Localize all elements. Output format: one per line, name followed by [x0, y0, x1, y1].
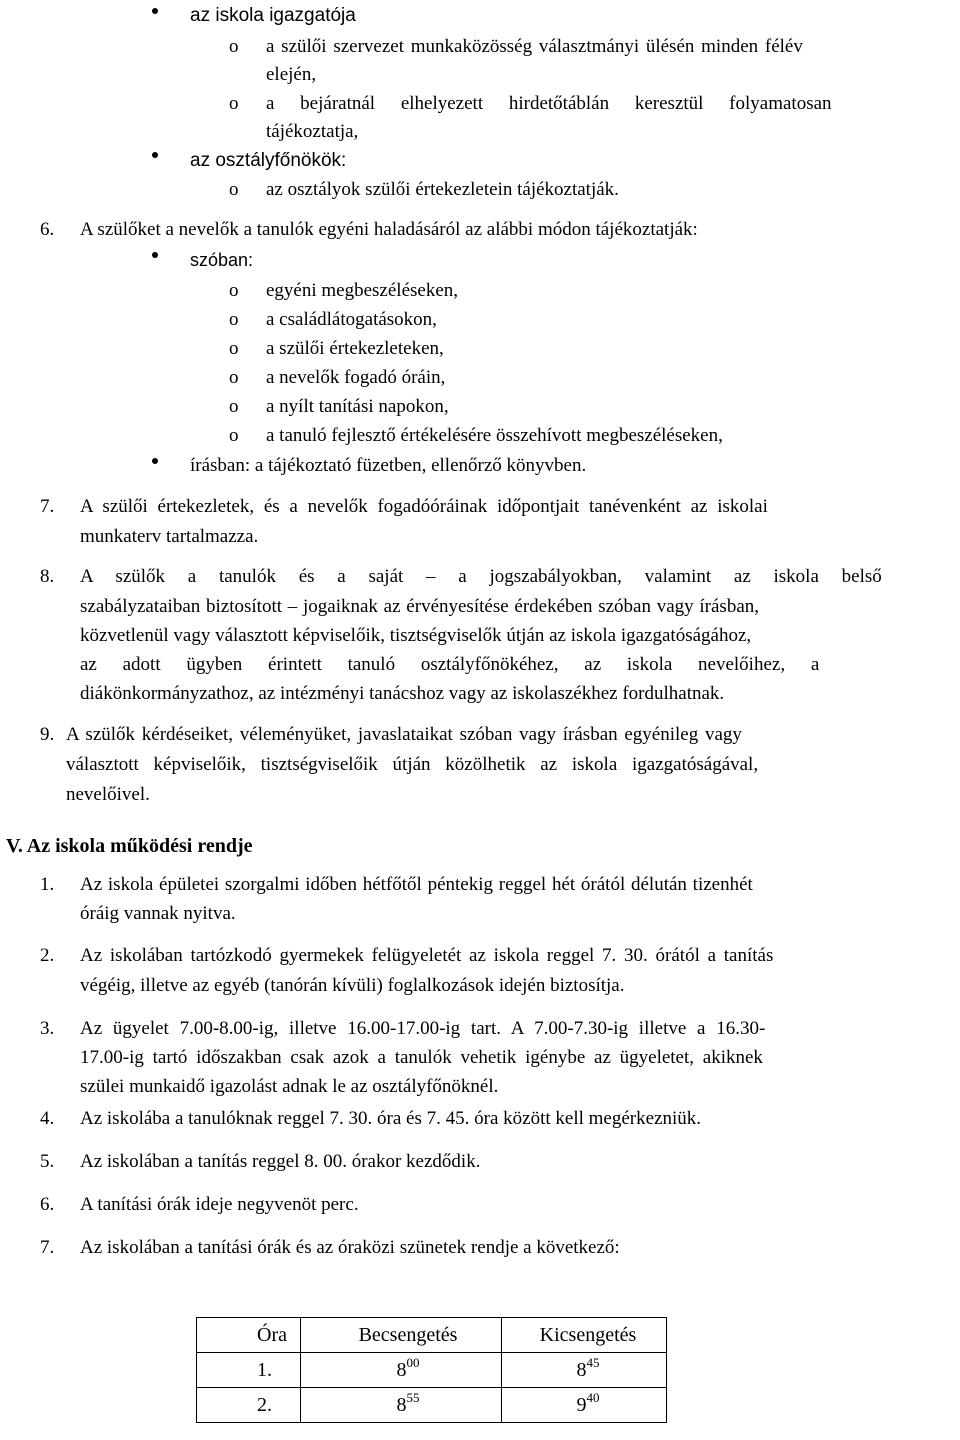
item-number: 6. [40, 219, 55, 240]
item-text: szülei munkaidő igazolást adnak le az osztályfőnöknél. [80, 1076, 499, 1097]
table-row [197, 1388, 667, 1423]
item-text: Az iskolában a tanítás reggel 8. 00. órakor kezdődik. [80, 1151, 481, 1172]
bell-schedule-table [196, 1317, 667, 1423]
list-item: szóban: [190, 250, 254, 270]
sub-marker: o [229, 93, 239, 114]
item-text: közvetlenül vagy választott képviselőik, tisztségviselők útján az iskola igazgatóságához, [80, 625, 752, 646]
item-text: óráig vannak nyitva. [80, 903, 236, 924]
item-text: munkaterv tartalmazza. [80, 526, 259, 547]
list-item: a szülői értekezleteken, [266, 338, 444, 359]
item-text: A tanítási órák ideje negyvenöt perc. [80, 1194, 359, 1215]
list-item: egyéni megbeszéléseken, [266, 280, 459, 301]
bullet-dot [152, 8, 158, 14]
lesson-number: 2. [197, 1388, 301, 1423]
item-text: Az iskola épületei szorgalmi időben hétfőtől péntekig reggel hét órától délután tizenhét [80, 874, 753, 895]
item-text: választott képviselőik, tisztségviselőik útján közölhetik az iskola igazgatóságával, [66, 754, 759, 775]
item-number: 7. [40, 496, 55, 517]
sub-marker: o [229, 309, 239, 330]
sub-marker: o [229, 179, 239, 200]
item-text: Az iskolában tartózkodó gyermekek felügyeletét az iskola reggel 7. 30. órától a tanítás [80, 945, 774, 966]
list-item [266, 37, 956, 56]
list-item: írásban: a tájékoztató füzetben, ellenőrző könyvben. [190, 455, 587, 476]
list-item-continuation: tájékoztatja, [266, 121, 359, 142]
column-header: Becsengetés [301, 1318, 502, 1353]
sub-marker: o [229, 396, 239, 417]
item-text: szabályzataiban biztosított – jogaiknak az érvényesítése érdekében szóban vagy írásban, [80, 596, 760, 617]
column-header: Óra [197, 1318, 301, 1353]
list-item: a tanuló fejlesztő értékelésére összehívott megbeszéléseken, [266, 425, 723, 446]
sub-marker: o [229, 280, 239, 301]
item-text: végéig, illetve az egyéb (tanórán kívüli) foglalkozások idején biztosítja. [80, 975, 625, 996]
item-number: 9. [40, 724, 55, 745]
sub-marker: o [229, 425, 239, 446]
item-number: 3. [40, 1018, 55, 1039]
item-text: A szülők kérdéseiket, véleményüket, javaslataikat szóban vagy írásban egyénileg vagy [66, 724, 742, 745]
sub-marker: o [229, 338, 239, 359]
item-number: 2. [40, 945, 55, 966]
item-text: Az iskolában a tanítási órák és az óraközi szünetek rendje a következő: [80, 1237, 620, 1258]
lesson-number: 1. [197, 1353, 301, 1388]
bell-end: $9^{40}$ [502, 1388, 667, 1423]
table-row [197, 1353, 667, 1388]
list-item: a bejáratnál elhelyezett hirdetőtáblán keresztül folyamatosan [266, 93, 832, 114]
item-number: 6. [40, 1194, 55, 1215]
list-item: az osztályfőnökök: [190, 150, 347, 171]
item-text: A szülői értekezletek, és a nevelők fogadóóráinak időpontjait tanévenként az iskolai [80, 496, 768, 517]
item-text: A szülők a tanulók és a saját – a jogszabályokban, valamint az iskola belső [80, 566, 882, 587]
bell-start: $8^{00}$ [301, 1353, 502, 1388]
bullet-dot [152, 152, 158, 158]
item-text: nevelőivel. [66, 784, 150, 805]
table-header-row [197, 1318, 667, 1353]
item-text: Az iskolába a tanulóknak reggel 7. 30. óra és 7. 45. óra között kell megérkezniük. [80, 1108, 701, 1129]
column-header: Kicsengetés [502, 1318, 667, 1353]
list-item-text: a szülői szervezet munkaközösség választmányi ülésén minden félév [266, 36, 803, 57]
sub-marker: o [229, 36, 239, 57]
list-item: az osztályok szülői értekezletein tájékoztatják. [266, 179, 619, 200]
bullet-dot [152, 252, 158, 258]
item-text: diákönkormányzathoz, az intézményi tanácshoz vagy az iskolaszékhez fordulhatnak. [80, 683, 725, 704]
item-text: 17.00-ig tartó időszakban csak azok a tanulók vehetik igénybe az ügyeletet, akiknek [80, 1047, 763, 1068]
item-text: az adott ügyben érintett tanuló osztályfőnökéhez, az iskola nevelőihez, a [80, 654, 820, 675]
item-number: 1. [40, 874, 55, 895]
bell-start: $8^{55}$ [301, 1388, 502, 1423]
section-heading: V. Az iskola működési rendje [6, 835, 253, 857]
list-item: a nyílt tanítási napokon, [266, 396, 449, 417]
item-number: 8. [40, 566, 55, 587]
list-item: a nevelők fogadó óráin, [266, 367, 446, 388]
bell-end: $8^{45}$ [502, 1353, 667, 1388]
list-item: a családlátogatásokon, [266, 309, 437, 330]
item-number: 7. [40, 1237, 55, 1258]
bullet-dot [152, 458, 158, 464]
item-number: 5. [40, 1151, 55, 1172]
list-item-continuation: elején, [266, 64, 317, 85]
list-item: az iskola igazgatója [190, 5, 356, 26]
item-text: Az ügyelet 7.00-8.00-ig, illetve 16.00-17.00-ig tart. A 7.00-7.30-ig illetve a 16.30- [80, 1018, 766, 1039]
item-text: A szülőket a nevelők a tanulók egyéni haladásáról az alábbi módon tájékoztatják: [80, 219, 698, 240]
item-number: 4. [40, 1108, 55, 1129]
sub-marker: o [229, 367, 239, 388]
